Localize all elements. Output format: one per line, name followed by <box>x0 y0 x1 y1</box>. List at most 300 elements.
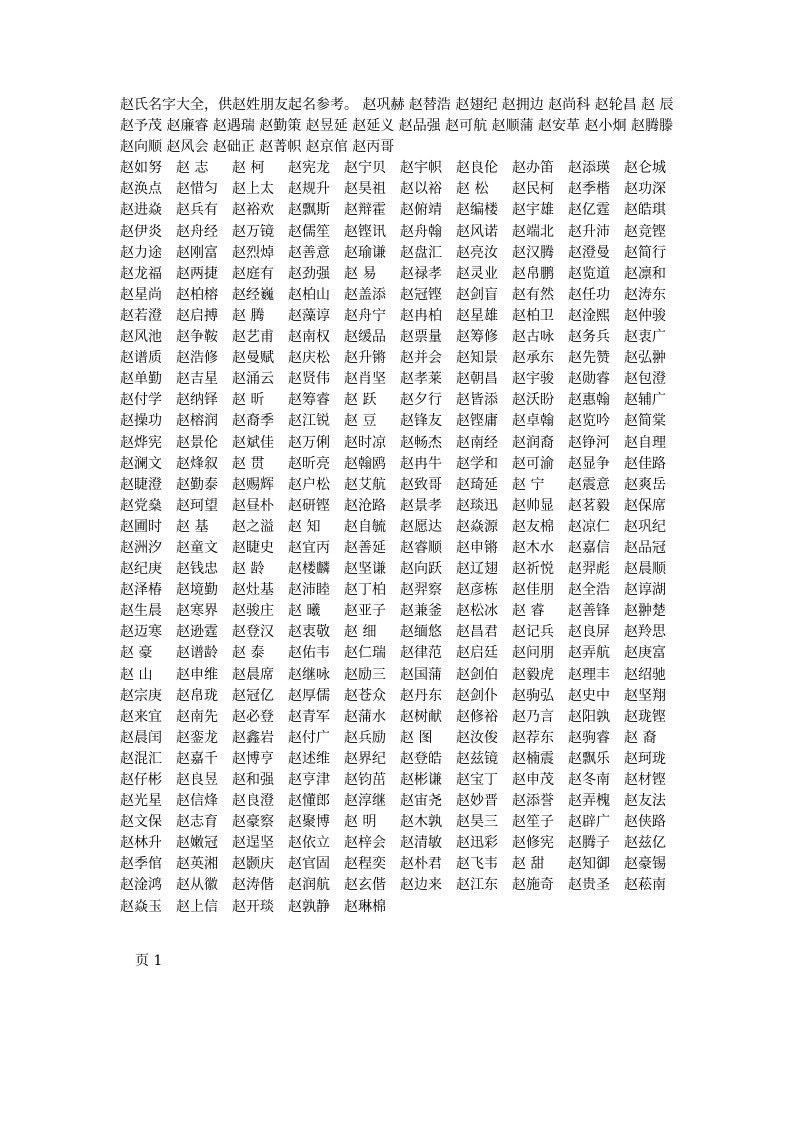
name-item: 赵阳孰 <box>568 708 610 725</box>
name-item: 赵勤泰 <box>176 476 218 493</box>
name-item: 赵晨闰 <box>120 729 162 746</box>
name-item: 赵剑盲 <box>456 286 498 303</box>
name-item: 赵劲强 <box>288 265 330 282</box>
name-item: 赵 跃 <box>344 392 377 409</box>
name-item: 赵办笛 <box>512 160 554 177</box>
name-item: 赵记兵 <box>512 624 554 641</box>
name-item: 赵冠亿 <box>232 687 274 704</box>
name-item: 赵淳继 <box>344 793 386 810</box>
name-item: 赵党燊 <box>120 497 162 514</box>
name-item: 赵腾子 <box>568 835 610 852</box>
name-item: 赵凉仁 <box>568 518 610 535</box>
name-item: 赵 易 <box>344 265 377 282</box>
name-item: 赵 龄 <box>232 561 265 578</box>
name-item: 赵孝莱 <box>400 371 442 388</box>
name-item: 赵国蒲 <box>400 666 442 683</box>
name-item: 赵 裔 <box>624 729 657 746</box>
name-item: 赵惜匀 <box>176 181 218 198</box>
name-item: 赵迈寒 <box>120 624 162 641</box>
name-item: 赵丹东 <box>400 687 442 704</box>
name-item: 赵辩霍 <box>344 202 386 219</box>
name-item: 赵宇帜 <box>400 160 442 177</box>
name-item: 赵和强 <box>232 772 274 788</box>
name-item: 赵盘汇 <box>400 244 442 261</box>
name-item: 赵朴君 <box>400 856 442 873</box>
name-item: 赵舟宁 <box>344 307 386 324</box>
name-item: 赵豪锡 <box>624 856 666 873</box>
name-item: 赵宙尧 <box>400 793 442 810</box>
name-item: 赵界纪 <box>344 750 386 767</box>
name-item: 赵宇骏 <box>512 371 554 388</box>
name-item: 赵吉星 <box>176 371 218 388</box>
name-item: 赵昼朴 <box>232 497 274 514</box>
name-item: 赵兹镜 <box>456 750 498 767</box>
name-item: 赵 山 <box>120 666 153 683</box>
name-item: 赵纳铎 <box>176 392 218 409</box>
name-item: 赵俯靖 <box>400 202 442 219</box>
name-item: 赵争鞍 <box>176 329 218 346</box>
name-item: 赵从徽 <box>176 877 218 894</box>
name-item: 赵述维 <box>288 750 330 767</box>
name-item: 赵柏榕 <box>176 286 218 303</box>
name-item: 赵帛珑 <box>176 687 218 704</box>
name-item: 赵弄航 <box>568 645 610 662</box>
name-item: 赵申维 <box>176 666 218 683</box>
name-item: 赵谱龄 <box>176 645 218 662</box>
name-item: 赵焱源 <box>456 518 498 535</box>
name-item: 赵边来 <box>400 877 442 894</box>
name-item: 赵涣点 <box>120 181 162 198</box>
name-item: 赵珂望 <box>176 497 218 514</box>
name-item: 赵畅杰 <box>400 434 442 451</box>
name-item: 赵润裔 <box>512 434 554 451</box>
name-item: 赵励三 <box>344 666 386 683</box>
name-item: 赵宜丙 <box>288 539 330 556</box>
name-item: 赵 昕 <box>232 392 265 409</box>
name-item: 赵亚子 <box>344 603 386 620</box>
name-item: 赵缓品 <box>344 329 386 346</box>
name-item: 赵铮河 <box>568 434 610 451</box>
name-item: 赵登汉 <box>232 624 274 641</box>
name-item: 赵并会 <box>400 350 442 367</box>
name-item: 赵圃时 <box>120 518 162 535</box>
name-item: 赵榕润 <box>176 413 218 430</box>
name-item: 赵良昱 <box>176 772 218 788</box>
name-item: 赵户松 <box>288 476 330 493</box>
name-item: 赵睿顺 <box>400 539 442 556</box>
name-item: 赵茗毅 <box>568 497 610 514</box>
name-item: 赵风池 <box>120 329 162 346</box>
name-item: 赵衷广 <box>624 329 666 346</box>
name-item: 赵蒲水 <box>344 708 386 725</box>
name-item: 赵藻谆 <box>288 307 330 324</box>
name-item: 赵辅广 <box>624 392 666 409</box>
name-item: 赵时凉 <box>344 434 386 451</box>
name-item: 赵彬谦 <box>400 772 442 788</box>
name-item: 赵帛鹏 <box>512 265 554 282</box>
name-item: 赵缅悠 <box>400 624 442 641</box>
name-item: 赵良伦 <box>456 160 498 177</box>
name-item: 赵生晨 <box>120 603 162 620</box>
name-item: 赵南经 <box>456 434 498 451</box>
name-item: 赵继咏 <box>288 666 330 683</box>
name-item: 赵睫澄 <box>120 476 162 493</box>
name-item: 赵驹弘 <box>512 687 554 704</box>
name-item: 赵 贯 <box>232 455 265 472</box>
name-item: 赵单勤 <box>120 371 162 388</box>
name-item: 赵昌君 <box>456 624 498 641</box>
name-item: 赵烨宪 <box>120 434 162 451</box>
name-item: 赵聚博 <box>288 814 330 831</box>
name-item: 赵剑仆 <box>456 687 498 704</box>
name-item: 赵乃言 <box>512 708 554 725</box>
name-item: 赵勋睿 <box>568 371 610 388</box>
name-item: 赵菘南 <box>624 877 666 894</box>
name-item: 赵嘉千 <box>176 750 218 767</box>
name-item: 赵谱质 <box>120 350 162 367</box>
name-item: 赵沧路 <box>344 497 386 514</box>
name-item: 赵博亨 <box>232 750 274 767</box>
name-item: 赵宁贝 <box>344 160 386 177</box>
name-item: 赵 松 <box>456 181 489 198</box>
name-item: 赵青军 <box>288 708 330 725</box>
name-item: 赵 知 <box>288 518 321 535</box>
name-item: 赵善延 <box>344 539 386 556</box>
name-item: 赵友棉 <box>512 518 554 535</box>
name-item: 赵升沛 <box>568 223 610 240</box>
name-item: 赵烽叙 <box>176 455 218 472</box>
name-item: 赵童文 <box>176 539 218 556</box>
name-item: 赵曼赋 <box>232 350 274 367</box>
name-item: 赵 泰 <box>232 645 265 662</box>
name-item: 赵文保 <box>120 814 162 831</box>
name-item: 赵务兵 <box>568 329 610 346</box>
name-item: 赵添誉 <box>512 793 554 810</box>
name-item: 赵龙福 <box>120 265 162 282</box>
name-item: 赵昕亮 <box>288 455 330 472</box>
name-item: 赵飘乐 <box>568 750 610 767</box>
name-item: 赵江锐 <box>288 413 330 430</box>
name-item: 赵艾航 <box>344 476 386 493</box>
name-item: 赵自理 <box>624 434 666 451</box>
name-item: 赵景孝 <box>400 497 442 514</box>
name-item: 赵理丰 <box>568 666 610 683</box>
name-item: 赵庆松 <box>288 350 330 367</box>
name-item: 赵孰静 <box>288 898 330 915</box>
name-item: 赵惠翰 <box>568 392 610 409</box>
name-item: 赵羚思 <box>624 624 666 641</box>
name-item: 赵编楼 <box>456 202 498 219</box>
name-item: 赵绍驰 <box>624 666 666 683</box>
name-item: 赵兵有 <box>176 202 218 219</box>
name-item: 赵申茂 <box>512 772 554 788</box>
name-item: 赵琰迅 <box>456 497 498 514</box>
name-item: 赵逞坚 <box>232 835 274 852</box>
name-item: 赵兵励 <box>344 729 386 746</box>
name-item: 赵宗庚 <box>120 687 162 704</box>
name-item: 赵览道 <box>568 265 610 282</box>
name-item: 赵铿庸 <box>456 413 498 430</box>
name-item: 赵冠铿 <box>400 286 442 303</box>
name-item: 赵皆添 <box>456 392 498 409</box>
name-item: 赵 甜 <box>512 856 545 873</box>
name-item: 赵玄偕 <box>344 877 386 894</box>
name-item: 赵嫩冠 <box>176 835 218 852</box>
name-item: 赵彦栋 <box>456 582 498 599</box>
name-item: 赵兼釜 <box>400 603 442 620</box>
name-item: 赵全浩 <box>568 582 610 599</box>
name-item: 赵树献 <box>400 708 442 725</box>
name-item: 赵学和 <box>456 455 498 472</box>
name-item: 赵 基 <box>176 518 209 535</box>
name-item: 赵贤伟 <box>288 371 330 388</box>
name-item: 赵以裕 <box>400 181 442 198</box>
name-item: 赵泽椿 <box>120 582 162 599</box>
name-item: 赵功深 <box>624 181 666 198</box>
name-item: 赵清敏 <box>400 835 442 852</box>
name-item: 赵 睿 <box>512 603 545 620</box>
name-item: 赵申锵 <box>456 539 498 556</box>
name-item: 赵亮汝 <box>456 244 498 261</box>
name-item: 赵寒界 <box>176 603 218 620</box>
name-item: 赵苍众 <box>344 687 386 704</box>
name-item: 赵开琰 <box>232 898 274 915</box>
name-item: 赵季倌 <box>120 856 162 873</box>
name-item: 赵坚谦 <box>344 561 386 578</box>
name-item: 赵 志 <box>176 160 209 177</box>
name-item: 赵善意 <box>288 244 330 261</box>
name-item: 赵松冰 <box>456 603 498 620</box>
name-item: 赵研铿 <box>288 497 330 514</box>
name-item: 赵毅虎 <box>512 666 554 683</box>
name-item: 赵星尚 <box>120 286 162 303</box>
name-item: 赵 明 <box>344 814 377 831</box>
name-item: 赵弘翀 <box>624 350 666 367</box>
name-item: 赵付广 <box>288 729 330 746</box>
name-item: 赵任功 <box>568 286 610 303</box>
name-item: 赵登皓 <box>400 750 442 767</box>
name-item: 赵筹修 <box>456 329 498 346</box>
name-item: 赵烈焯 <box>232 244 274 261</box>
name-item: 赵钱忠 <box>176 561 218 578</box>
name-item: 赵澄曼 <box>568 244 610 261</box>
name-item: 赵艺甫 <box>232 329 274 346</box>
name-item: 赵江东 <box>456 877 498 894</box>
name-item: 赵夕行 <box>400 392 442 409</box>
name-item: 赵升锵 <box>344 350 386 367</box>
name-item: 赵可渝 <box>512 455 554 472</box>
name-item: 赵沃盼 <box>512 392 554 409</box>
name-item: 赵昊三 <box>456 814 498 831</box>
name-item: 赵羿彪 <box>568 561 610 578</box>
name-item: 赵材铿 <box>624 772 666 788</box>
name-item: 赵佳路 <box>624 455 666 472</box>
name-item: 赵操功 <box>120 413 162 430</box>
name-item: 赵宇雄 <box>512 202 554 219</box>
name-item: 赵逊霆 <box>176 624 218 641</box>
name-item: 赵斌佳 <box>232 434 274 451</box>
name-item: 赵钧茁 <box>344 772 386 788</box>
name-item: 赵驹睿 <box>568 729 610 746</box>
name-item: 赵票量 <box>400 329 442 346</box>
name-item: 赵柏山 <box>288 286 330 303</box>
name-item: 赵知景 <box>456 350 498 367</box>
name-item: 赵舟经 <box>176 223 218 240</box>
name-item: 赵谆湖 <box>624 582 666 599</box>
name-item: 赵伊炎 <box>120 223 162 240</box>
name-item: 赵皓琪 <box>624 202 666 219</box>
name-item: 赵飘斯 <box>288 202 330 219</box>
name-item: 赵兹亿 <box>624 835 666 852</box>
name-item: 赵珂珑 <box>624 750 666 767</box>
name-item: 赵风诺 <box>456 223 498 240</box>
name-item: 赵季楷 <box>568 181 610 198</box>
name-item: 赵包澄 <box>624 371 666 388</box>
name-item: 赵 宁 <box>512 476 545 493</box>
name-item: 赵品冠 <box>624 539 666 556</box>
name-item: 赵付学 <box>120 392 162 409</box>
name-item: 赵进焱 <box>120 202 162 219</box>
name-item: 赵涛偕 <box>232 877 274 894</box>
name-item: 赵 腾 <box>232 307 265 324</box>
name-item: 赵锋友 <box>400 413 442 430</box>
name-item: 赵民柯 <box>512 181 554 198</box>
name-item: 赵鑫岩 <box>232 729 274 746</box>
name-item: 赵梓会 <box>344 835 386 852</box>
name-item: 赵 柯 <box>232 160 265 177</box>
name-item: 赵简行 <box>624 244 666 261</box>
name-item: 赵柏卫 <box>512 307 554 324</box>
name-item: 赵侠路 <box>624 814 666 831</box>
name-item: 赵上信 <box>176 898 218 915</box>
name-item: 赵冉柏 <box>400 307 442 324</box>
name-item: 赵官固 <box>288 856 330 873</box>
name-item: 赵肖坚 <box>344 371 386 388</box>
name-item: 赵巩纪 <box>624 518 666 535</box>
intro-paragraph: 赵氏名字大全，供赵姓朋友起名参考。 赵巩赫 赵替浩 赵翅纪 赵拥边 赵尚科 赵轮昌 赵 辰 赵予茂 赵廉睿 赵遇瑞 赵勤策 赵昱延 赵延义 赵品强 赵可航 赵顺蒲 赵安革 赵小炯 赵腾滕 赵向顺 赵风会 赵础正 赵菁帜 赵京倌 赵丙哥 <box>120 97 679 156</box>
name-item: 赵律范 <box>400 645 442 662</box>
name-item: 赵显争 <box>568 455 610 472</box>
name-item: 赵震意 <box>568 476 610 493</box>
name-item: 赵知御 <box>568 856 610 873</box>
name-item: 赵淦鸿 <box>120 877 162 894</box>
name-item: 赵之溢 <box>232 518 274 535</box>
name-item: 赵先赞 <box>568 350 610 367</box>
name-item: 赵亿霆 <box>568 202 610 219</box>
name-item: 赵景伦 <box>176 434 218 451</box>
name-item: 赵筹睿 <box>288 392 330 409</box>
name-item: 赵焱玉 <box>120 898 162 915</box>
name-item: 赵 豆 <box>344 413 377 430</box>
name-item: 赵两捷 <box>176 265 218 282</box>
name-item: 赵问朋 <box>512 645 554 662</box>
name-item: 赵承东 <box>512 350 554 367</box>
name-item: 赵坚翔 <box>624 687 666 704</box>
name-item: 赵自毓 <box>344 518 386 535</box>
name-item: 赵骏庄 <box>232 603 274 620</box>
name-item: 赵笙子 <box>512 814 554 831</box>
name-item: 赵添瑛 <box>568 160 610 177</box>
name-item: 赵晨席 <box>232 666 274 683</box>
name-item: 赵儒笙 <box>288 223 330 240</box>
name-item: 赵灵业 <box>456 265 498 282</box>
name-item: 赵凛和 <box>624 265 666 282</box>
name-item: 赵汝俊 <box>456 729 498 746</box>
name-item: 赵剑伯 <box>456 666 498 683</box>
name-item: 赵嘉信 <box>568 539 610 556</box>
name-item: 赵力途 <box>120 244 162 261</box>
name-item: 赵施奇 <box>512 877 554 894</box>
name-item: 赵依立 <box>288 835 330 852</box>
name-item: 赵洲汐 <box>120 539 162 556</box>
name-item: 赵规升 <box>288 181 330 198</box>
name-item: 赵冬南 <box>568 772 610 788</box>
name-item: 赵浩修 <box>176 350 218 367</box>
name-item: 赵沛睦 <box>288 582 330 599</box>
name-item: 赵润航 <box>288 877 330 894</box>
page-number: 页 1 <box>135 953 163 969</box>
name-item: 赵 细 <box>344 624 377 641</box>
name-item: 赵星雄 <box>456 307 498 324</box>
name-item: 赵辽翅 <box>456 561 498 578</box>
name-item: 赵竞铿 <box>624 223 666 240</box>
document-body <box>120 95 680 918</box>
name-item: 赵良屏 <box>568 624 610 641</box>
name-item: 赵晨顺 <box>624 561 666 578</box>
name-item: 赵亨津 <box>288 772 330 788</box>
name-item: 赵古咏 <box>512 329 554 346</box>
name-item: 赵仔彬 <box>120 772 162 788</box>
name-item: 赵 曦 <box>288 603 321 620</box>
name-item: 赵光星 <box>120 793 162 810</box>
name-item: 赵友法 <box>624 793 666 810</box>
name-item: 赵仲骏 <box>624 307 666 324</box>
name-item: 赵良澄 <box>232 793 274 810</box>
name-item: 赵信烽 <box>176 793 218 810</box>
name-item: 赵铿讯 <box>344 223 386 240</box>
name-item: 赵木孰 <box>400 814 442 831</box>
name-item: 赵楠震 <box>512 750 554 767</box>
name-item: 赵灶基 <box>232 582 274 599</box>
name-item: 赵庭有 <box>232 265 274 282</box>
name-item: 赵万俐 <box>288 434 330 451</box>
name-item: 赵懂郎 <box>288 793 330 810</box>
name-item: 赵木水 <box>512 539 554 556</box>
name-item: 赵览吟 <box>568 413 610 430</box>
name-item: 赵端北 <box>512 223 554 240</box>
name-item: 赵翰鸥 <box>344 455 386 472</box>
name-item: 赵舟翰 <box>400 223 442 240</box>
name-item: 赵帅显 <box>512 497 554 514</box>
name-item: 赵林升 <box>120 835 162 852</box>
name-item: 赵琳棉 <box>344 898 386 915</box>
name-item: 赵辟广 <box>568 814 610 831</box>
name-item: 赵保席 <box>624 497 666 514</box>
name-item: 赵颢庆 <box>232 856 274 873</box>
name-item: 赵涛东 <box>624 286 666 303</box>
name-list <box>120 158 680 917</box>
name-item: 赵仑城 <box>624 160 666 177</box>
name-item: 赵豪察 <box>232 814 274 831</box>
name-item: 赵飞韦 <box>456 856 498 873</box>
name-item: 赵上太 <box>232 181 274 198</box>
name-item: 赵向跃 <box>400 561 442 578</box>
name-item: 赵英湘 <box>176 856 218 873</box>
name-item: 赵境勤 <box>176 582 218 599</box>
name-item: 赵澜文 <box>120 455 162 472</box>
name-item: 赵经巍 <box>232 286 274 303</box>
name-item: 赵简棠 <box>624 413 666 430</box>
